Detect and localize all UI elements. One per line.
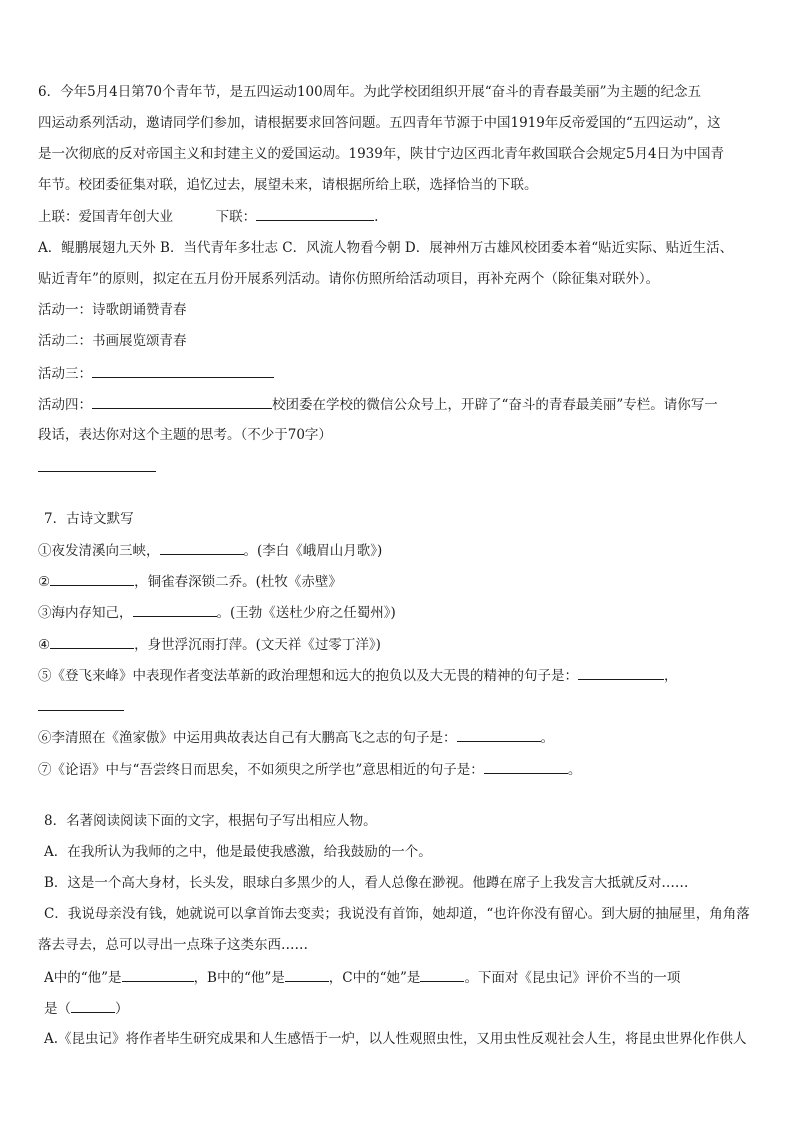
q8-passage-c-line-2: 落去寻去，总可以寻出一点珠子这类东西…… [38, 937, 308, 953]
poem-line-3 [38, 602, 758, 622]
activity-4-blank[interactable] [92, 394, 272, 409]
activity-3-blank[interactable] [92, 363, 274, 378]
poem-6-text: ⑥李清照在《渔家傲》中运用典故表达自己有大鹏高飞之志的句子是： [38, 730, 457, 746]
q8-choice-close: ） [115, 1001, 129, 1017]
poem-6-end: 。 [540, 730, 554, 746]
poem-1-blank[interactable] [160, 540, 244, 555]
lower-couplet-end: . [374, 209, 379, 225]
activity-1: 活动一：诗歌朗诵赞青春 [38, 302, 187, 318]
q7-title: 7．古诗文默写 [44, 511, 134, 527]
q8-choice-open: 是（ [44, 1001, 71, 1017]
activity-4 [38, 394, 758, 414]
poem-4-blank[interactable] [50, 634, 134, 649]
essay-blank[interactable] [38, 457, 156, 472]
poem-4-num: ④ [38, 637, 51, 653]
q8-a-blank[interactable] [122, 967, 194, 982]
poem-line-1 [38, 540, 758, 560]
poem-1-source: 。(李白《峨眉山月歌》) [243, 543, 383, 559]
q8-b-blank[interactable] [285, 967, 329, 982]
poem-5-blank-1[interactable] [578, 665, 664, 680]
q8-passage-b: B．这是一个高大身材，长头发，眼球白多黑少的人，看人总像在渺视。他蹲在席子上我发言大抵就反对…… [44, 875, 689, 891]
poem-line-5 [38, 665, 758, 685]
q6-options-line-2: 贴近青年”的原则，拟定在五月份开展系列活动。请你仿照所给活动项目，再补充两个（除征集对联外）。 [38, 271, 660, 287]
q6-paragraph-line-2: 四运动系列活动，邀请同学们参加，请根据要求回答问题。五四青年节源于中国1919年反帝爱国的“五四运动”，这 [38, 115, 721, 131]
q8-b-label: ，B中的“他”是 [193, 970, 285, 986]
poem-4-text: ，身世浮沉雨打萍。(文天祥《过零丁洋》) [134, 637, 381, 653]
q6-paragraph-line-3: 是一次彻底的反对帝国主义和封建主义的爱国运动。1939年，陕甘宁边区西北青年救国联合会规定5月4日为中国青 [38, 146, 725, 162]
q8-option-a: A.《昆虫记》将作者毕生研究成果和人生感悟于一炉，以人性观照虫性，又用虫性反观社会人生，将昆虫世界化作供人 [44, 1031, 747, 1047]
poem-6-blank[interactable] [457, 727, 541, 742]
q8-passage-c-line-1: C．我说母亲没有钱，她就说可以拿首饰去变卖；我说没有首饰，她却道，“也许你没有留心。到大厨的抽屉里，角角落 [44, 906, 750, 922]
q8-a-label: A中的“他”是 [44, 970, 122, 986]
poem-7-text: ⑦《论语》中与“吾尝终日而思矣，不如须臾之所学也”意思相近的句子是： [38, 762, 484, 778]
poem-line-4 [38, 634, 758, 654]
poem-5-blank-2[interactable] [38, 696, 124, 711]
poem-line-2 [38, 571, 758, 591]
poem-2-text: ，铜雀春深锁二乔。(杜牧《赤壁》 [134, 574, 342, 590]
poem-5-comma: ， [664, 668, 678, 684]
activity-3-label: 活动三： [38, 366, 92, 382]
lower-couplet-label: 下联： [215, 209, 257, 225]
poem-1-text: ①夜发清溪向三峡， [38, 543, 160, 559]
activity-4-text: 校团委在学校的微信公众号上，开辟了“奋斗的青春最美丽”专栏。请你写一 [272, 397, 718, 413]
q8-choice-line [44, 998, 758, 1018]
q8-choice-blank[interactable] [71, 998, 115, 1013]
lower-couplet-blank[interactable] [256, 206, 374, 221]
activity-4-label: 活动四： [38, 397, 92, 413]
q8-c-blank[interactable] [420, 967, 464, 982]
poem-3-blank[interactable] [133, 602, 217, 617]
q6-paragraph-line-4: 年节。校团委征集对联，追忆过去，展望未来，请根据所给上联，选择恰当的下联。 [38, 177, 538, 193]
poem-2-num: ② [38, 574, 51, 590]
poem-7-blank[interactable] [484, 759, 568, 774]
poem-2-blank[interactable] [50, 571, 134, 586]
activity-3 [38, 363, 758, 383]
activity-4-continued: 段话，表达你对这个主题的思考。（不少于70字） [38, 427, 332, 443]
upper-couplet: 上联：爱国青年创大业 [38, 209, 173, 225]
couplet-line [38, 206, 758, 226]
essay-answer-line [38, 457, 758, 477]
poem-line-5-continued [38, 696, 758, 716]
q8-question-end: 。下面对《昆虫记》评价不当的一项 [464, 970, 681, 986]
q8-c-label: ，C中的“她”是 [328, 970, 421, 986]
q8-question-line [44, 967, 758, 987]
poem-line-7 [38, 759, 758, 779]
poem-3-text: ③海内存知己， [38, 605, 133, 621]
q8-passage-a: A．在我所认为我师的之中，他是最使我感激，给我鼓励的一个。 [44, 844, 432, 860]
poem-3-source: 。(王勃《送杜少府之任蜀州》) [216, 605, 396, 621]
poem-7-end: 。 [567, 762, 582, 778]
q6-paragraph-line-1: 6．今年5月4日第70个青年节，是五四运动100周年。为此学校团组织开展“奋斗的青春最美丽”为主题的纪念五 [38, 84, 702, 100]
q6-options-line-1: A．鲲鹏展翅九天外 B．当代青年多壮志 C．风流人物看今朝 D．展神州万古雄风校团委本着“贴近实际、贴近生活、 [38, 240, 734, 256]
q8-title: 8．名著阅读阅读下面的文字，根据句子写出相应人物。 [44, 813, 377, 829]
poem-5-text: ⑤《登飞来峰》中表现作者变法革新的政治理想和远大的抱负以及大无畏的精神的句子是： [38, 668, 578, 684]
poem-line-6 [38, 727, 758, 747]
activity-2: 活动二：书画展览颂青春 [38, 333, 187, 349]
